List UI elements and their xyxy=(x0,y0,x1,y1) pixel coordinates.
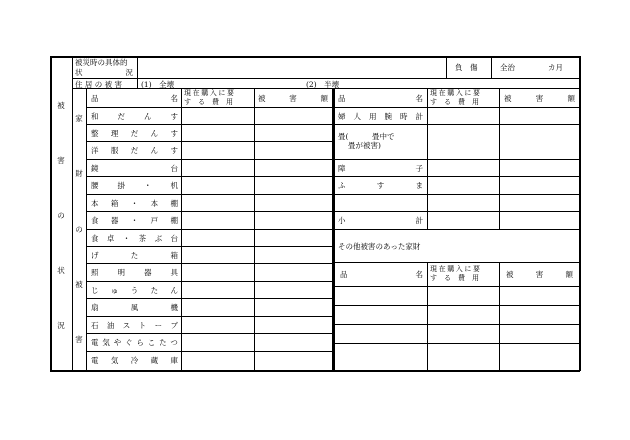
item-label-char: 庫 xyxy=(170,356,178,365)
outer-border-bottom xyxy=(50,370,580,372)
column-header-cost: 現在購入に要 する費用 xyxy=(430,265,486,282)
item-label-char: 具 xyxy=(170,268,178,277)
item-label-char: す xyxy=(376,181,385,190)
residence-damage-label: 住 居 の 被 害 xyxy=(75,80,123,89)
item-label-char: 茶 xyxy=(138,234,147,243)
item-label-char: だ xyxy=(130,129,139,138)
item-label-char: ト xyxy=(138,321,147,330)
column-header-damage: 被 害 額 xyxy=(258,94,328,103)
item-label-char: 器 xyxy=(144,268,152,277)
divider xyxy=(86,351,333,352)
inner-side-char: 被 xyxy=(75,280,83,289)
divider xyxy=(86,141,333,142)
item-label-char: 子 xyxy=(415,164,423,173)
outer-side-char: の xyxy=(57,211,65,220)
divider xyxy=(334,324,580,325)
divider xyxy=(334,305,580,306)
status-label xyxy=(75,68,133,77)
divider xyxy=(334,211,580,212)
item-label xyxy=(91,286,178,295)
item-label-char: 棚 xyxy=(170,199,178,208)
item-label-char: た xyxy=(150,286,159,295)
divider xyxy=(334,194,580,195)
item-label xyxy=(91,216,178,225)
item-label-subtotal xyxy=(338,216,423,225)
divider xyxy=(86,124,333,125)
item-label-char: 机 xyxy=(170,181,178,190)
item-label-char: 台 xyxy=(170,164,178,173)
column-header-item: 品 名 xyxy=(340,270,423,279)
divider xyxy=(137,56,138,89)
item-label-char: 整 xyxy=(91,129,99,138)
item-label-char: 扇 xyxy=(91,303,99,312)
item-label-char: 機 xyxy=(170,303,178,312)
divider xyxy=(72,56,73,371)
item-label-char: 明 xyxy=(117,268,125,277)
item-label-char: 電 xyxy=(91,356,99,365)
item-label-char: つ xyxy=(170,338,178,347)
residence-option-half-collapse: (2) 半壊 xyxy=(306,80,340,89)
item-label-char: 小 xyxy=(338,216,346,225)
divider xyxy=(334,159,580,160)
item-label xyxy=(91,164,178,173)
divider xyxy=(86,159,333,160)
item-label-tatami: 畳( 畳中で 畳が被害) xyxy=(338,132,395,150)
item-label-fusuma xyxy=(338,181,423,190)
item-label-char: ス xyxy=(122,321,131,330)
inner-side-char: 家 xyxy=(75,114,83,123)
divider xyxy=(86,263,333,264)
column-header-cost: 現在購入に要 する費用 xyxy=(184,89,240,106)
column-header-damage: 被 害 額 xyxy=(504,94,575,103)
item-label-char: 和 xyxy=(91,112,99,121)
inner-side-char: 財 xyxy=(75,169,83,178)
item-label xyxy=(91,338,178,347)
divider xyxy=(499,262,500,371)
divider xyxy=(86,281,333,282)
item-label-char: 戸 xyxy=(150,216,159,225)
item-label-char: 棚 xyxy=(170,216,178,225)
inner-side-char: 害 xyxy=(75,335,83,344)
item-label-char: 障 xyxy=(338,164,346,173)
item-label xyxy=(91,321,178,330)
item-label-char: 箱 xyxy=(170,251,178,260)
item-label-char: 照 xyxy=(91,268,99,277)
divider xyxy=(86,107,333,108)
item-label-char: 気 xyxy=(110,356,119,365)
item-label-char: た xyxy=(130,251,139,260)
item-label-char: 洋 xyxy=(91,146,99,155)
item-label xyxy=(91,146,178,155)
divider xyxy=(334,229,580,230)
outer-side-char: 状 xyxy=(57,266,65,275)
item-label-char: 蔵 xyxy=(150,356,159,365)
divider xyxy=(86,333,333,334)
item-label-char: 台 xyxy=(170,234,178,243)
item-label xyxy=(91,356,178,365)
item-label-char: こ xyxy=(147,338,156,347)
outer-side-char: 況 xyxy=(57,321,65,330)
item-label-char: だ xyxy=(117,112,125,121)
outer-border-left xyxy=(50,56,52,371)
column-header-item: 品 名 xyxy=(338,94,423,103)
item-label-char: 本 xyxy=(91,199,99,208)
residence-option-total-collapse: (1) 全壊 xyxy=(141,80,175,89)
item-label-char: じ xyxy=(91,286,99,295)
divider xyxy=(427,262,428,371)
item-label-char: 鏡 xyxy=(91,164,99,173)
item-label-char: 婦 xyxy=(338,112,346,121)
item-label-watch xyxy=(338,112,423,121)
item-label xyxy=(91,199,178,208)
divider xyxy=(334,343,580,344)
divider xyxy=(334,262,580,263)
item-label-char: 卓 xyxy=(106,234,115,243)
item-label-char: 本 xyxy=(150,199,159,208)
column-header-cost: 現在購入に要 する費用 xyxy=(430,89,486,106)
item-label-char: 油 xyxy=(106,321,115,330)
divider xyxy=(86,246,333,247)
item-label-char: ん xyxy=(150,146,159,155)
item-label xyxy=(91,129,178,138)
item-label-char: げ xyxy=(91,251,99,260)
recovery-label: 全治 xyxy=(500,63,515,72)
item-label-char: 食 xyxy=(91,234,99,243)
other-damage-heading: その他被害のあった家財 xyxy=(338,242,421,251)
item-label-char: 食 xyxy=(91,216,99,225)
outer-side-char: 害 xyxy=(57,156,65,165)
divider xyxy=(334,286,580,287)
item-label-char: す xyxy=(170,112,178,121)
item-label-char: ぐ xyxy=(125,338,133,347)
item-label-char: 腰 xyxy=(91,181,99,190)
item-label xyxy=(91,234,178,243)
divider xyxy=(491,56,492,79)
divider xyxy=(86,316,333,317)
item-label-char: ・ xyxy=(144,181,152,190)
item-label-char: ぶ xyxy=(154,234,163,243)
item-label xyxy=(91,268,178,277)
item-label-char: た xyxy=(159,338,167,347)
outer-border-top xyxy=(50,56,580,58)
outer-side-char: 被 xyxy=(57,101,65,110)
item-label-char: 計 xyxy=(415,216,423,225)
item-label-char: だ xyxy=(130,146,139,155)
item-label-char: 時 xyxy=(400,112,408,121)
item-label-char: ま xyxy=(415,181,423,190)
item-label-char: 風 xyxy=(130,303,139,312)
item-label-char: 掛 xyxy=(117,181,125,190)
item-label-char: 服 xyxy=(110,146,119,155)
item-label-char: ら xyxy=(136,338,144,347)
item-label xyxy=(91,181,178,190)
divider xyxy=(86,298,333,299)
item-label-char: 計 xyxy=(415,112,423,121)
item-label-char: ー xyxy=(154,321,163,330)
item-label-char: ・ xyxy=(130,199,139,208)
item-label-char: や xyxy=(113,338,122,347)
item-label-char: 用 xyxy=(369,112,377,121)
divider xyxy=(334,107,580,108)
item-label-char: ん xyxy=(170,286,178,295)
item-label-char: ブ xyxy=(170,321,178,330)
divider xyxy=(86,211,333,212)
months-label: カ月 xyxy=(548,63,563,72)
item-label-shoji xyxy=(338,164,423,173)
item-label-char: ・ xyxy=(122,234,131,243)
item-label-char: 腕 xyxy=(384,112,392,121)
divider xyxy=(334,176,580,177)
inner-side-char: の xyxy=(75,225,83,234)
divider xyxy=(72,78,580,79)
item-label-char: す xyxy=(170,146,178,155)
disaster-time-detail-label: 被災時の具体的 xyxy=(75,58,128,67)
item-label-char: ・ xyxy=(130,216,139,225)
divider xyxy=(86,229,333,230)
item-label-char: ゅ xyxy=(110,286,119,295)
item-label-char: 電 xyxy=(91,338,99,347)
item-label xyxy=(91,251,178,260)
divider xyxy=(446,56,447,79)
item-label-char: ん xyxy=(144,112,152,121)
item-label-char: す xyxy=(170,129,178,138)
item-label-char: ふ xyxy=(338,181,346,190)
item-label-char: う xyxy=(130,286,139,295)
item-label-char: ん xyxy=(150,129,159,138)
status-char: 況 xyxy=(125,68,133,77)
column-header-item: 品 名 xyxy=(91,94,178,103)
divider xyxy=(334,124,580,125)
item-label-char: 冷 xyxy=(130,356,139,365)
item-label-char: 理 xyxy=(110,129,119,138)
item-label xyxy=(91,303,178,312)
item-label-char: 気 xyxy=(102,338,110,347)
item-label-char: 石 xyxy=(91,321,99,330)
item-label xyxy=(91,112,178,121)
column-header-damage: 被 害 額 xyxy=(506,270,573,279)
divider xyxy=(86,194,333,195)
status-char: 状 xyxy=(75,68,83,77)
divider xyxy=(86,176,333,177)
item-label-char: 器 xyxy=(110,216,119,225)
item-label-char: 人 xyxy=(353,112,361,121)
injury-label: 負 傷 xyxy=(455,63,478,72)
item-label-char: 箱 xyxy=(110,199,119,208)
